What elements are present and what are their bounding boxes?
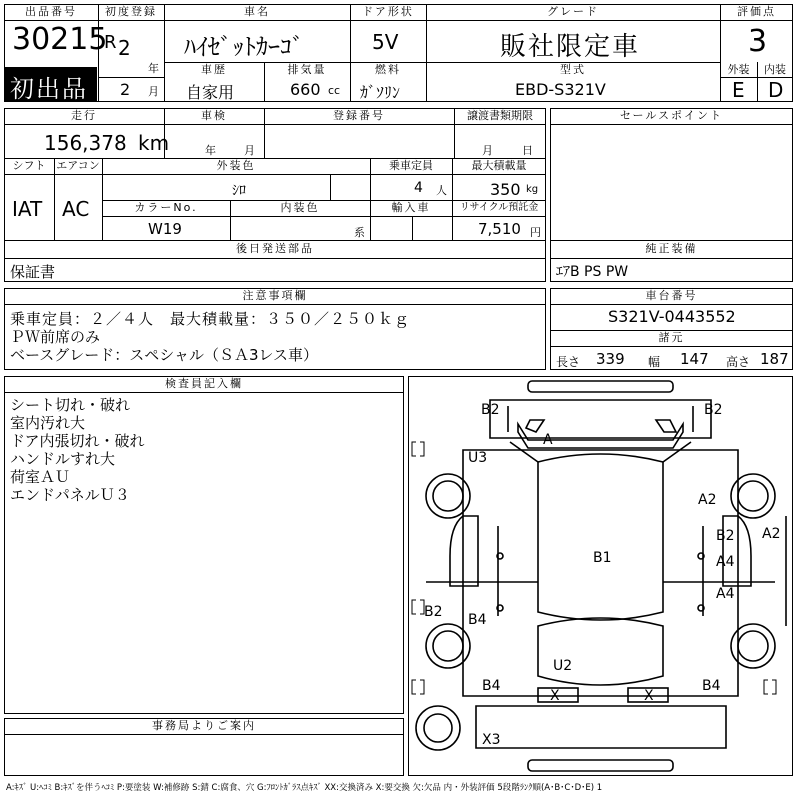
interior-label: 内装 xyxy=(764,63,786,76)
grade: 販社限定車 xyxy=(500,32,641,62)
mark-left-rear-door: B4 xyxy=(468,612,487,628)
mark-right-front-door: A4 xyxy=(716,554,735,570)
mileage-unit: km xyxy=(138,131,170,155)
mark-left-front-fender: U3 xyxy=(468,450,488,466)
caution-line: 乗車定員：２／４人 最大積載量：３５０／２５０ｋｇ xyxy=(10,310,411,328)
door-label: ドア形状 xyxy=(362,5,414,18)
fuel-label: 燃料 xyxy=(375,63,401,76)
width-label: 幅 xyxy=(648,355,661,369)
caution-label: 注意事項欄 xyxy=(242,289,308,302)
score-label: 評価点 xyxy=(737,5,776,18)
transfer-month-unit: 月 xyxy=(482,144,493,157)
mark-rear-lamp-left: X xyxy=(550,688,560,704)
mark-left-rear: B4 xyxy=(482,678,501,694)
height-label: 高さ xyxy=(726,355,751,369)
plate-label: 登録番号 xyxy=(333,109,385,122)
mark-right-front-door-top: B2 xyxy=(716,528,735,544)
era: R xyxy=(104,32,117,53)
parts-label: 後日発送部品 xyxy=(236,242,314,255)
ext-color: ｼﾛ xyxy=(232,183,246,199)
grade-label: グレード xyxy=(547,5,599,18)
length-label: 長さ xyxy=(556,355,581,369)
cabin-outline xyxy=(463,450,738,696)
caution-line: ＰＷ前席のみ xyxy=(10,328,101,346)
equip-value: ｴｱB PS PW xyxy=(556,264,629,280)
displacement-unit: cc xyxy=(328,84,341,97)
mark-front-left: B2 xyxy=(481,402,500,418)
fuel: ｶﾞｿﾘﾝ xyxy=(360,83,401,102)
rear-glass xyxy=(538,618,663,685)
int-color-label: 内装色 xyxy=(280,201,320,214)
front-bumper xyxy=(528,381,673,392)
mark-left-rear-side: B2 xyxy=(424,604,443,620)
inspection-year-unit: 年 xyxy=(205,144,216,157)
mark-right-side: A2 xyxy=(762,526,781,542)
inspector-line: シート切れ・破れ xyxy=(10,396,131,414)
exterior-label: 外装 xyxy=(727,63,750,76)
seats-label: 乗車定員 xyxy=(389,159,433,172)
era-year: 2 xyxy=(118,36,131,60)
car-damage-diagram xyxy=(408,376,793,776)
model: EBD-S321V xyxy=(515,80,606,99)
seats: 4 xyxy=(414,180,423,196)
sales-point-label: セールスポイント xyxy=(619,109,723,122)
seats-unit: 人 xyxy=(436,184,447,197)
history-label: 車歴 xyxy=(201,63,227,76)
model-label: 型式 xyxy=(560,63,586,76)
inspection-month-unit: 月 xyxy=(244,144,255,157)
inspector-label: 検査員記入欄 xyxy=(165,377,243,390)
roof xyxy=(538,454,663,620)
load-label: 最大積載量 xyxy=(471,159,527,172)
recycle-label: リサイクル預託金 xyxy=(459,202,539,213)
load-unit: kg xyxy=(526,184,539,195)
ac-label: エアコン xyxy=(56,159,100,172)
reg-month: 2 xyxy=(120,80,131,99)
dims-label: 諸元 xyxy=(658,331,685,344)
car-name: ﾊｲｾﾞｯﾄｶｰｺﾞ xyxy=(184,33,304,61)
mark-windshield: A xyxy=(543,432,553,448)
displacement-label: 排気量 xyxy=(287,63,327,76)
mark-roof: B1 xyxy=(593,550,612,566)
mark-front-right: B2 xyxy=(704,402,723,418)
shift-label: シフト xyxy=(12,159,46,172)
office-label: 事務局よりご案内 xyxy=(152,719,256,732)
inspector-lines xyxy=(10,396,145,504)
displacement: 660 xyxy=(290,80,321,99)
recycle-unit: 円 xyxy=(530,226,541,239)
color-no: W19 xyxy=(148,220,182,238)
month-unit: 月 xyxy=(148,85,159,98)
inspector-line: ドア内張切れ・破れ xyxy=(10,432,145,450)
first-reg-label: 初度登録 xyxy=(105,5,157,18)
height: 187 xyxy=(760,350,789,368)
mileage-label: 走行 xyxy=(71,109,97,122)
rear-bumper xyxy=(476,706,726,748)
lot-no-label: 出品番号 xyxy=(25,5,77,18)
int-color-suffix: 系 xyxy=(354,226,365,239)
score: 3 xyxy=(748,24,768,59)
inspector-line: エンドパネルＵ３ xyxy=(10,486,130,504)
shift: IAT xyxy=(12,197,43,221)
transfer-day-unit: 日 xyxy=(522,144,533,157)
transfer-label: 譲渡書類期限 xyxy=(467,109,533,122)
mark-right-front-fender: A2 xyxy=(698,492,717,508)
mark-right-rear-door: A4 xyxy=(716,586,735,602)
color-no-label: カラーNo. xyxy=(134,201,198,214)
spare-tire xyxy=(416,706,460,750)
import-label: 輸入車 xyxy=(391,201,431,214)
mark-rear-bumper: X3 xyxy=(482,732,501,748)
mileage: 156,378 xyxy=(44,131,127,155)
load: 350 xyxy=(490,180,521,199)
year-unit: 年 xyxy=(148,62,159,75)
caution-lines xyxy=(10,310,410,364)
recycle: 7,510 xyxy=(478,220,521,238)
mark-right-rear: B4 xyxy=(702,678,721,694)
mark-rear-lamp-right: X xyxy=(644,688,654,704)
inspector-line: 荷室ＡＵ xyxy=(10,468,71,486)
interior-score: D xyxy=(768,78,784,102)
length: 339 xyxy=(596,350,625,368)
inspector-line: ハンドルすれ大 xyxy=(10,450,116,468)
ext-color-label: 外装色 xyxy=(216,159,256,172)
ac: AC xyxy=(62,197,90,221)
width: 147 xyxy=(680,350,709,368)
chassis-value: S321V-0443552 xyxy=(608,307,736,326)
mark-rear-glass: U2 xyxy=(553,658,573,674)
history: 自家用 xyxy=(186,83,235,102)
car-name-label: 車名 xyxy=(244,5,270,18)
parts-value: 保証書 xyxy=(10,263,56,281)
legend: A:ｷｽﾞ U:ﾍｺﾐ B:ｷｽﾞを伴うﾍｺﾐ P:要塗装 W:補修跡 S:錆 C:腐食、穴 G:ﾌﾛﾝﾄｶﾞﾗｽ点ｷｽﾞ XX:交換済み X:要交換 欠:欠品 内・外装評価 5段階ﾗﾝｸ順(A･B･C･D･E) 1 xyxy=(6,783,603,793)
lot-no: 30215 xyxy=(12,22,108,57)
inspector-line: 室内汚れ大 xyxy=(10,414,86,432)
chassis-label: 車台番号 xyxy=(645,289,698,302)
inspection-label: 車検 xyxy=(201,109,227,122)
first-listing-text: 初出品 xyxy=(10,75,88,103)
exterior-score: E xyxy=(732,78,745,102)
door: 5V xyxy=(372,30,399,54)
equip-label: 純正装備 xyxy=(645,242,698,255)
caution-line: ベースグレード：スペシャル（ＳＡ3レス車） xyxy=(10,346,319,364)
